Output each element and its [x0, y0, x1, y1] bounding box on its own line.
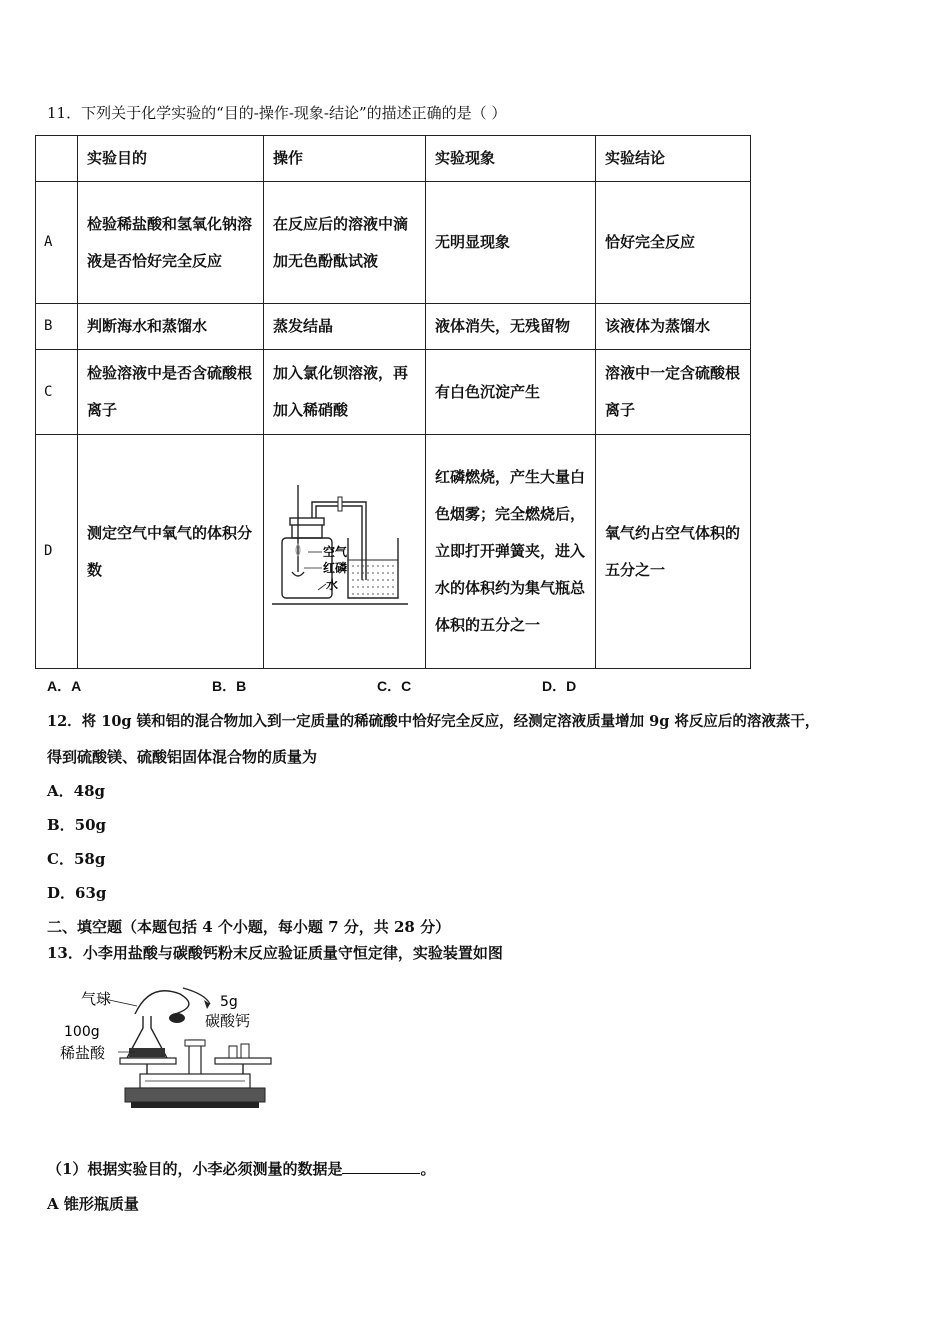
phenomenon-cell: 无明显现象	[426, 182, 596, 304]
phenomenon-cell: 红磷燃烧，产生大量白色烟雾；完全燃烧后，立即打开弹簧夹，进入水的体积约为集气瓶总体积的五分之一	[426, 435, 596, 669]
section-title: 二、填空题（本题包括 4 个小题，每小题 7 分，共 28 分）	[47, 918, 451, 936]
conclusion-cell: 该液体为蒸馏水	[596, 304, 751, 350]
operation-cell: 在反应后的溶液中滴加无色酚酞试液	[264, 182, 426, 304]
q13-option-a[interactable]: A 锥形瓶质量	[47, 1195, 139, 1213]
row-label: D	[36, 435, 78, 669]
header-cell: 实验现象	[426, 136, 596, 182]
operation-cell	[264, 435, 426, 669]
diagram-label-phosphorus: 红磷	[323, 560, 348, 575]
header-cell	[36, 136, 78, 182]
q12-option-d[interactable]: D．63g	[47, 884, 107, 902]
table-header-row	[36, 136, 751, 182]
phenomenon-cell: 有白色沉淀产生	[426, 350, 596, 435]
diagram-label-air: 空气	[323, 544, 348, 559]
answer-blank[interactable]	[342, 1159, 420, 1174]
q13-sub1-end: 。	[420, 1160, 436, 1178]
q12-stem-line1: 12．将 10g 镁和铝的混合物加入到一定质量的稀硫酸中恰好完全反应，经测定溶液质量增加 9g 将反应后的溶液蒸干，	[47, 713, 820, 730]
diagram-label-hcl: 稀盐酸	[60, 1044, 106, 1062]
diagram-label-water: 水	[326, 577, 339, 592]
q12-option-b[interactable]: B．50g	[47, 816, 107, 834]
row-label: A	[36, 182, 78, 304]
table-row	[36, 182, 751, 304]
row-label: B	[36, 304, 78, 350]
operation-cell: 蒸发结晶	[264, 304, 426, 350]
diagram-label-caco3: 碳酸钙	[205, 1012, 251, 1030]
q11-table	[35, 135, 751, 669]
q13-sub1	[47, 1158, 435, 1179]
table-row	[36, 435, 751, 669]
q11-option-a[interactable]: A．A	[47, 678, 82, 694]
purpose-cell: 测定空气中氧气的体积分数	[78, 435, 264, 669]
oxygen-apparatus-diagram	[268, 480, 418, 610]
q11-option-c[interactable]: C．C	[377, 678, 412, 694]
diagram-label-balloon: 气球	[81, 990, 112, 1008]
q13-sub1-text: （1）根据实验目的，小李必须测量的数据是	[47, 1160, 343, 1178]
q12-option-c[interactable]: C．58g	[47, 850, 106, 868]
q11-option-b[interactable]: B．B	[212, 678, 247, 694]
purpose-cell: 检验稀盐酸和氢氧化钠溶液是否恰好完全反应	[78, 182, 264, 304]
q11-stem: 11．下列关于化学实验的“目的-操作-现象-结论”的描述正确的是（ ）	[47, 104, 507, 122]
table-row	[36, 304, 751, 350]
q11-option-d[interactable]: D．D	[542, 678, 577, 694]
q13-stem: 13．小李用盐酸与碳酸钙粉末反应验证质量守恒定律，实验装置如图	[47, 944, 503, 962]
header-cell: 操作	[264, 136, 426, 182]
q12-stem-line2: 得到硫酸镁、硫酸铝固体混合物的质量为	[47, 748, 318, 766]
row-label: C	[36, 350, 78, 435]
operation-cell: 加入氯化钡溶液，再加入稀硝酸	[264, 350, 426, 435]
conclusion-cell: 恰好完全反应	[596, 182, 751, 304]
conclusion-cell: 溶液中一定含硫酸根离子	[596, 350, 751, 435]
conclusion-cell: 氧气约占空气体积的五分之一	[596, 435, 751, 669]
balance-apparatus-diagram	[55, 978, 285, 1128]
q12-option-a[interactable]: A．48g	[47, 782, 106, 800]
table-row	[36, 350, 751, 435]
purpose-cell: 判断海水和蒸馏水	[78, 304, 264, 350]
header-cell: 实验目的	[78, 136, 264, 182]
header-cell: 实验结论	[596, 136, 751, 182]
phenomenon-cell: 液体消失，无残留物	[426, 304, 596, 350]
diagram-label-mass-hcl: 100g	[64, 1024, 100, 1040]
diagram-label-mass-caco3: 5g	[220, 994, 238, 1010]
purpose-cell: 检验溶液中是否含硫酸根离子	[78, 350, 264, 435]
